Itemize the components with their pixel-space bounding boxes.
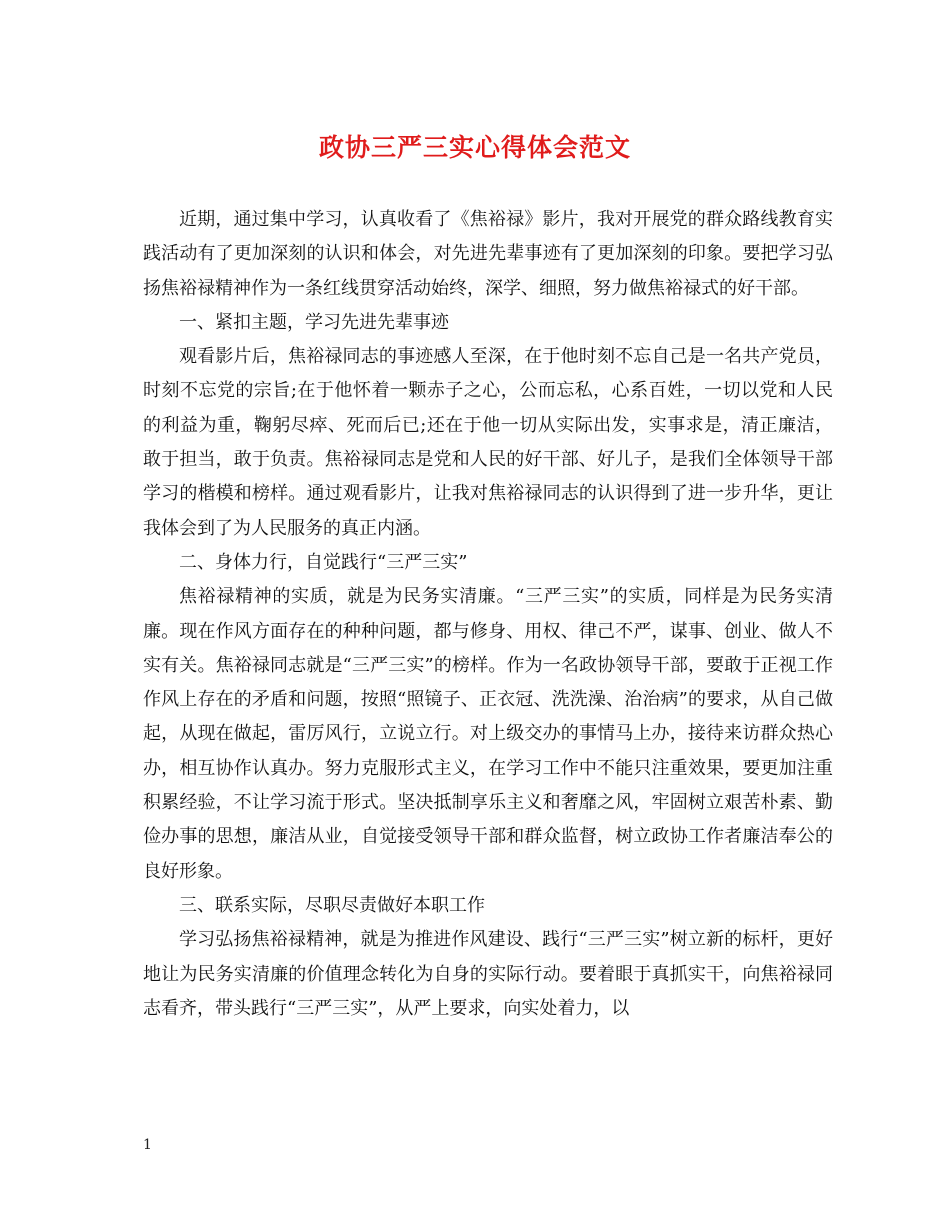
- document-title: 政协三严三实心得体会范文: [318, 133, 631, 162]
- section-heading: 三、联系实际，尽职尽责做好本职工作: [179, 894, 485, 916]
- section-heading: 二、身体力行，自觉践行“三严三实”: [179, 551, 468, 573]
- section-heading: 一、紧扣主题，学习先进先辈事迹: [179, 311, 449, 333]
- body-paragraph: 观看影片后，焦裕禄同志的事迹感人至深，在于他时刻不忘自己是一名共产党员，时刻不忘党的宗旨;在于他怀着一颗赤子之心，公而忘私，心系百姓，一切以党和人民的利益为重，鞠躬尽瘁、死而后已;还在于他一切从实际出发，实事求是，清正廉洁，敢于担当，敢于负责。焦裕禄同志是党和人民的好干部、好儿子，是我们全体领导干部学习的楷模和榜样。通过观看影片，让我对焦裕禄同志的认识得到了进一步升华，更让我体会到了为人民服务的真正内涵。: [143, 346, 833, 539]
- document-body: [143, 203, 833, 1026]
- body-paragraph: 近期，通过集中学习，认真收看了《焦裕禄》影片，我对开展党的群众路线教育实践活动有了更加深刻的认识和体会，对先进先辈事迹有了更加深刻的印象。要把学习弘扬焦裕禄精神作为一条红线贯穿活动始终，深学、细照，努力做焦裕禄式的好干部。: [143, 209, 833, 299]
- page-number: 1: [143, 1137, 152, 1153]
- body-paragraph: 学习弘扬焦裕禄精神，就是为推进作风建设、践行“三严三实”树立新的标杆，更好地让为民务实清廉的价值理念转化为自身的实际行动。要着眼于真抓实干，向焦裕禄同志看齐，带头践行“三严三实”，从严上要求，向实处着力，以: [143, 929, 833, 1019]
- body-paragraph: 焦裕禄精神的实质，就是为民务实清廉。“三严三实”的实质，同样是为民务实清廉。现在作风方面存在的种种问题，都与修身、用权、律己不严，谋事、创业、做人不实有关。焦裕禄同志就是“三严三实”的榜样。作为一名政协领导干部，要敢于正视工作作风上存在的矛盾和问题，按照“照镜子、正衣冠、洗洗澡、治治病”的要求，从自己做起，从现在做起，雷厉风行，立说立行。对上级交办的事情马上办，接待来访群众热心办，相互协作认真办。努力克服形式主义，在学习工作中不能只注重效果，要更加注重积累经验，不让学习流于形式。坚决抵制享乐主义和奢靡之风，牢固树立艰苦朴素、勤俭办事的思想，廉洁从业，自觉接受领导干部和群众监督，树立政协工作者廉洁奉公的良好形象。: [143, 586, 833, 882]
